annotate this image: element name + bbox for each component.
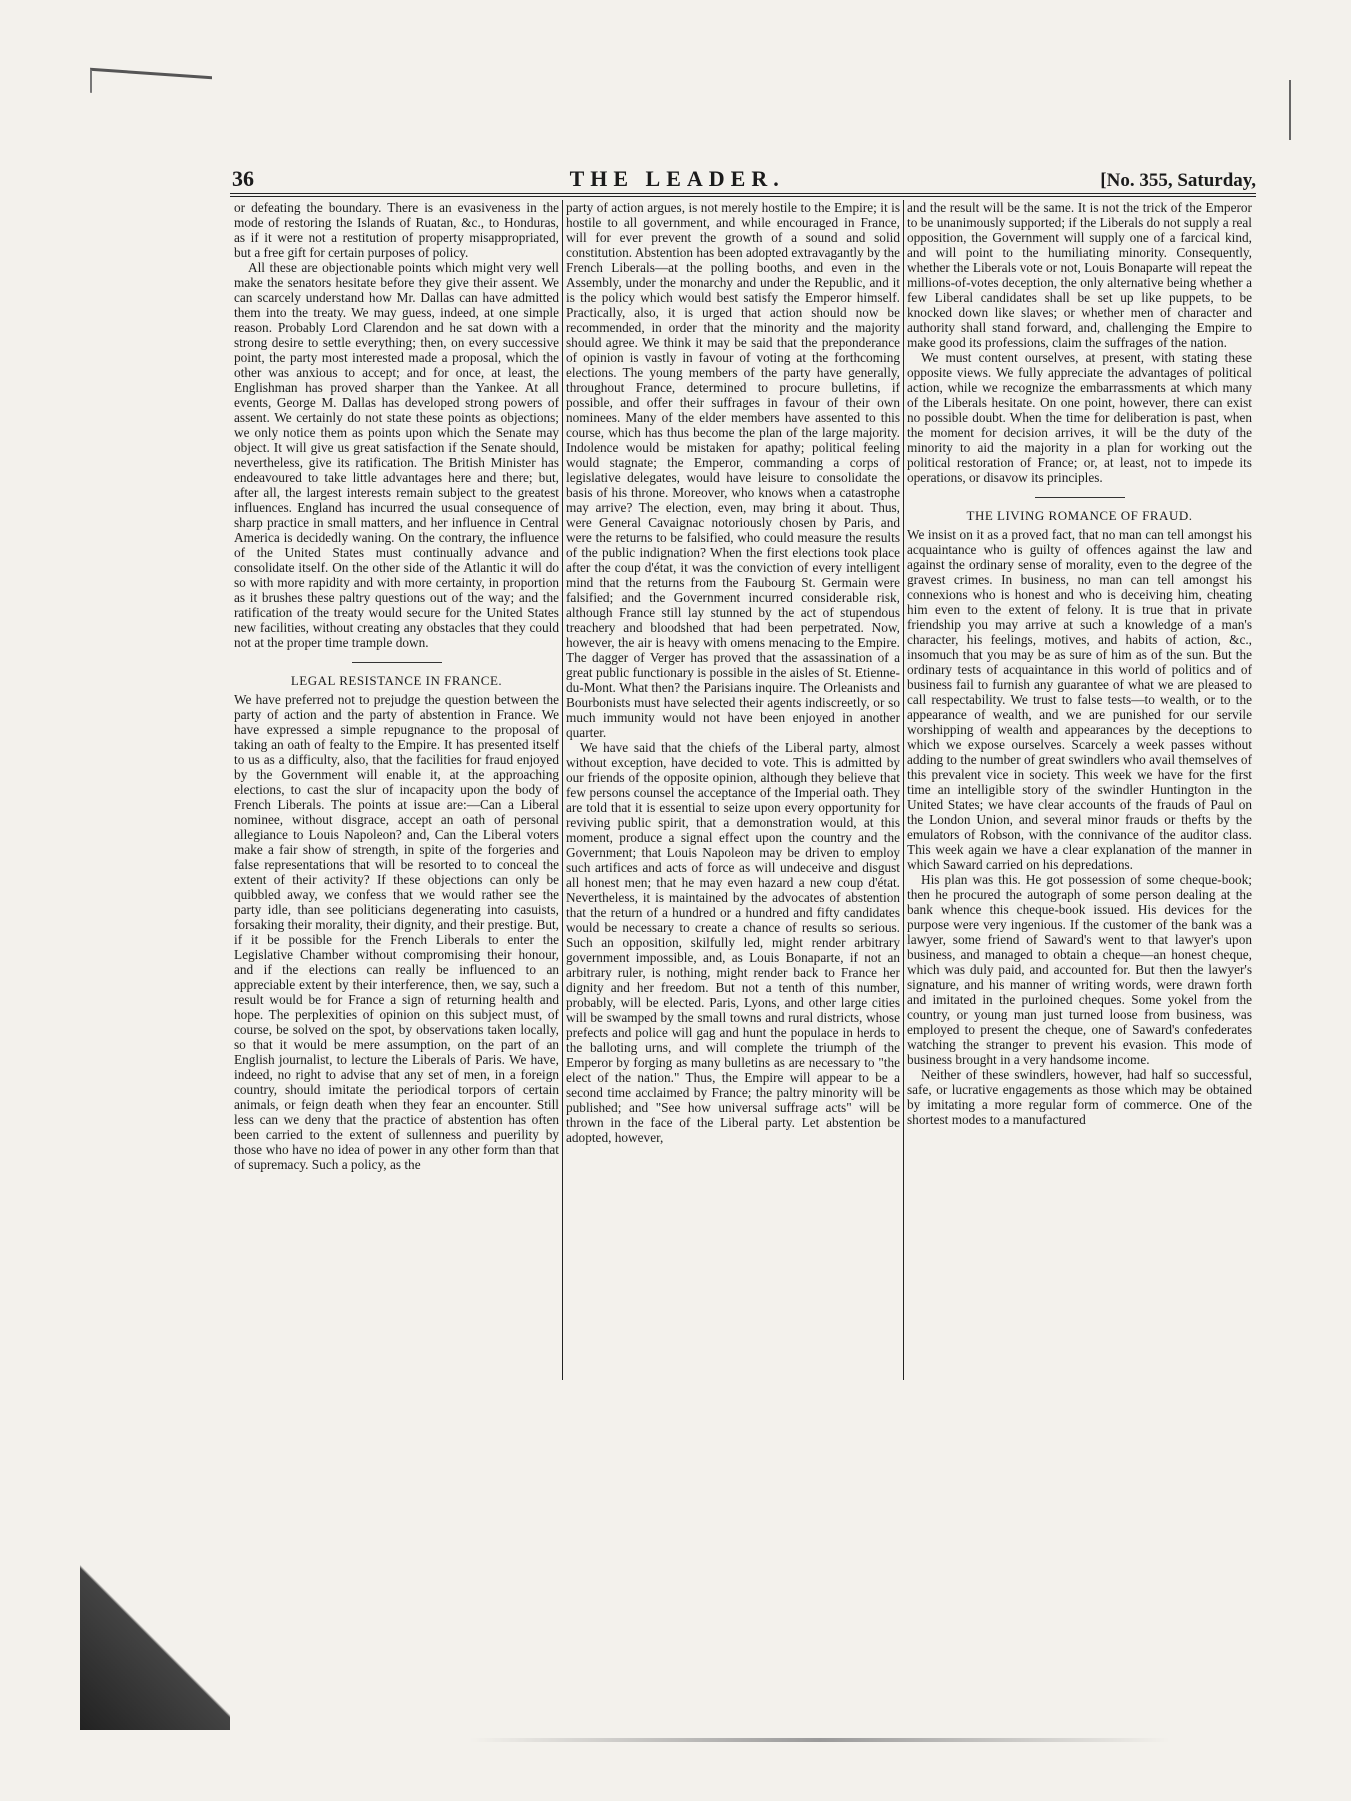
section-divider <box>1035 497 1125 498</box>
page-number: 36 <box>232 166 254 191</box>
paragraph: All these are objectionable points which might very well make the senators hesitate before they give their assent. We can scarcely understand how Mr. Dallas can have admitted them into the treaty. We may guess, indeed, at one simple reason. Probably Lord Clarendon and he sat down with a strong desire to settle everything; then, on every successive point, the party most interested made a proposal, which the other was anxious to accept; and for once, at least, the Englishman has proved sharper than the Yankee. At all events, George M. Dallas has developed strong powers of assent. We certainly do not state these points as objections; we only notice them as points upon which the Senate may object. It will give us great satisfaction if the Senate should, nevertheless, give its ratification. The British Minister has endeavoured to take little advantages here and there; but, after all, the largest interests remain subject to the greatest influences. England has incurred the usual consequence of sharp practice in small matters, and her influence in Central America is decidedly waning. On the contrary, the influence of the United States must continually advance and consolidate itself. On the other side of the Atlantic it will do so with more rapidity and with more certainty, in proportion as it brushes these paltry questions out of the way; and the ratification of the treaty would secure for the United States new facilities, without creating any obstacles that they could not at the proper time trample down. <box>234 260 559 650</box>
column-1 <box>234 200 559 1380</box>
paragraph: His plan was this. He got possession of some cheque-book; then he procured the autograph of some person dealing at the bank whence this cheque-book issued. His devices for the purpose were very ingenious. If the customer of the bank was a lawyer, some friend of Saward's went to that lawyer's upon business, and managed to obtain a cheque—an honest cheque, which was duly paid, and accounted for. But then the lawyer's signature, and his manner of writing words, were drawn forth and imitated in the purloined cheques. Some yokel from the country, or young man just turned loose from business, was employed to present the cheque, one of Saward's confederates watching the stranger to prevent his evasion. This mode of business brought in a very handsome income. <box>907 872 1252 1067</box>
paragraph: or defeating the boundary. There is an evasiveness in the mode of restoring the Islands of Ruatan, &c., to Honduras, as if it were not a restitution of property misappropriated, but a free gift for certain purposes of policy. <box>234 200 559 260</box>
page-header <box>232 166 1256 192</box>
paragraph: We have preferred not to prejudge the question between the party of action and the party of abstention in France. We have expressed a simple repugnance to the proposal of taking an oath of fealty to the Empire. It has presented itself to us as a difficulty, also, that the facilities for fraud enjoyed by the Government will enable it, at the approaching elections, to cast the slur of incapacity upon the body of French Liberals. The points at issue are:—Can a Liberal nominee, without disgrace, accept an oath of personal allegiance to Louis Napoleon? and, Can the Liberal voters make a fair show of strength, in spite of the forgeries and false representations that will be resorted to to conceal the extent of their activity? If these objections can only be quibbled away, we confess that we would rather see the party idle, than see politicians degenerating into casuists, forsaking their morality, their dignity, and their prestige. But, if it be possible for the French Liberals to enter the Legislative Chamber without compromising their honour, and if the elections can really be influenced to an appreciable extent by their interference, then, we say, such a result would be for France a sign of returning health and hope. The perplexities of opinion on this subject must, of course, be solved on the spot, by observations taken locally, so that it would be mere assumption, on the part of an English journalist, to lecture the Liberals of Paris. We have, indeed, no right to advise that any set of men, in a foreign country, should imitate the periodical torpors of certain animals, or feign death when they fear an encounter. Still less can we deny that the practice of abstention has often been carried to the extent of sullenness and puerility by those who have no idea of power in any other form than that of supremacy. Such a policy, as the <box>234 692 559 1172</box>
paragraph: and the result will be the same. It is not the trick of the Emperor to be unanimously supported; if the Liberals do not supply a real opposition, the Government will supply one of a farcical kind, and will point to the humiliating minority. Consequently, whether the Liberals vote or not, Louis Bonaparte will repeat the millions-of-votes deception, the only alternative being whether a few Liberal candidates shall be set up like puppets, to be knocked down like slaves; or whether men of character and authority shall stand forward, and, challenging the Empire to make good its professions, claim the suffrages of the nation. <box>907 200 1252 350</box>
masthead: THE LEADER. <box>569 166 785 191</box>
section-divider <box>352 662 442 663</box>
paragraph: We have said that the chiefs of the Liberal party, almost without exception, have decided to vote. This is admitted by our friends of the opposite opinion, although they believe that few persons counsel the acceptance of the Imperial oath. They are told that it is essential to seize upon every opportunity for reviving public spirit, that a demonstration would, at this moment, produce a signal effect upon the country and the Government; that Louis Napoleon may be driven to employ such artifices and acts of force as will undeceive and disgust all honest men; that he may even hazard a new coup d'état. Nevertheless, it is maintained by the advocates of abstention that the return of a hundred or a hundred and fifty candidates would be necessary to create a chance of results so serious. Such an opposition, skilfully led, might render arbitrary government impossible, and, as Louis Bonaparte, if not an arbitrary ruler, is nothing, might render back to France her dignity and her freedom. But not a tenth of this number, probably, will be elected. Paris, Lyons, and other large cities will be swamped by the small towns and rural districts, whose prefects and police will gag and hunt the populace in herds to the balloting urns, and will complete the triumph of the Emperor by forging as many bulletins as are necessary to "the elect of the nation." Thus, the Empire will appear to be a second time acclaimed by France; the paltry minority will be published; and "See how universal suffrage acts" will be thrown in the face of the Liberal party. Let abstention be adopted, however, <box>566 740 900 1145</box>
header-rule-double <box>230 196 1256 197</box>
paragraph: Neither of these swindlers, however, had half so successful, safe, or lucrative engagements as those which may be obtained by imitating a more regular form of commerce. One of the shortest modes to a manufactured <box>907 1067 1252 1127</box>
paragraph: party of action argues, is not merely hostile to the Empire; it is hostile to all government, and while encouraged in France, will for ever prevent the growth of a sound and solid constitution. Abstention has been adopted extravagantly by the French Liberals—at the polling booths, and even in the Assembly, under the monarchy and under the Republic, and it is the policy which would best satisfy the Emperor himself. Practically, also, it is urged that action should now be recommended, in order that the minority and the majority should agree. We think it may be said that the preponderance of opinion is vastly in favour of voting at the forthcoming elections. The young members of the party have generally, throughout France, determined to procure bulletins, if possible, and offer their suffrages in favour of their own nominees. Many of the elder members have assented to this course, which has thus become the plan of the large majority. Indolence would be mistaken for apathy; political feeling would stagnate; the Emperor, commanding a corps of legislative delegates, would have leisure to consolidate the basis of his throne. Moreover, who knows when a catastrophe may arrive? The election, even, may bring it about. Thus, were General Cavaignac notoriously chosen by Paris, and were the returns to be falsified, who could measure the results of the public indignation? When the first elections took place after the coup d'état, it was the conviction of every intelligent mind that the returns from the Faubourg St. Germain were falsified; and the Government incurred considerable risk, although France still lay stunned by the act of stupendous treachery and bloodshed that had been perpetrated. Now, however, the air is heavy with omens menacing to the Empire. The dagger of Verger has proved that the assassination of a great public functionary is possible in the aisles of St. Etienne-du-Mont. What then? the Parisians inquire. The Orleanists and Bourbonists must have selected their agents indiscreetly, or so much immunity would not have been enjoyed in another quarter. <box>566 200 900 740</box>
paragraph: We insist on it as a proved fact, that no man can tell amongst his acquaintance who is guilty of offences against the law and against the ordinary sense of morality, even to the degree of the gravest crimes. In business, no man can tell amongst his connexions who is honest and who is deceiving him, cheating him even to the extent of felony. It is true that in private friendship you may arrive at such a knowledge of a man's character, his feelings, motives, and habits of action, &c., insomuch that you may be as sure of him as of the sun. But the ordinary tests of acquaintance in this world of politics and of business fail to furnish any guarantee of what we are pleased to call respectability. We trust to false tests—to wealth, or to the appearance of wealth, and we are punished for our servile worshipping of wealth and appearances by the deceptions to which we expose ourselves. Scarcely a week passes without adding to the number of great swindlers who avail themselves of this prevalent vice in society. This week we have for the first time an intelligible story of the swindler Huntington in the United States; we have clear accounts of the frauds of Paul on the London Union, and several minor frauds or thefts by the emulators of Robson, with the connivance of the auditor class. This week again we have a clear explanation of the manner in which Saward carried on his depredations. <box>907 527 1252 872</box>
column-2 <box>566 200 900 1380</box>
scan-edge-mark-right <box>1289 80 1291 140</box>
header-rule <box>230 193 1256 194</box>
scan-bottom-mark <box>470 1738 1170 1742</box>
section-heading: THE LIVING ROMANCE OF FRAUD. <box>966 508 1193 523</box>
column-divider <box>562 200 563 1380</box>
scan-edge-mark <box>90 68 212 102</box>
scan-corner-shadow <box>80 1520 230 1730</box>
issue-info: [No. 355, Saturday, <box>1100 170 1256 191</box>
column-3 <box>907 200 1252 1380</box>
paragraph: We must content ourselves, at present, with stating these opposite views. We fully appreciate the advantages of political action, while we recognize the embarrassments at which many of the Liberals hesitate. On one point, however, there can exist no possible doubt. When the time for deliberation is past, when the moment for decision arrives, it will be the duty of the minority to aid the majority in a plan for working out the political restoration of France; or, at least, not to impede its operations, or disavow its principles. <box>907 350 1252 485</box>
section-heading: LEGAL RESISTANCE IN FRANCE. <box>290 673 503 688</box>
column-divider <box>903 200 904 1380</box>
